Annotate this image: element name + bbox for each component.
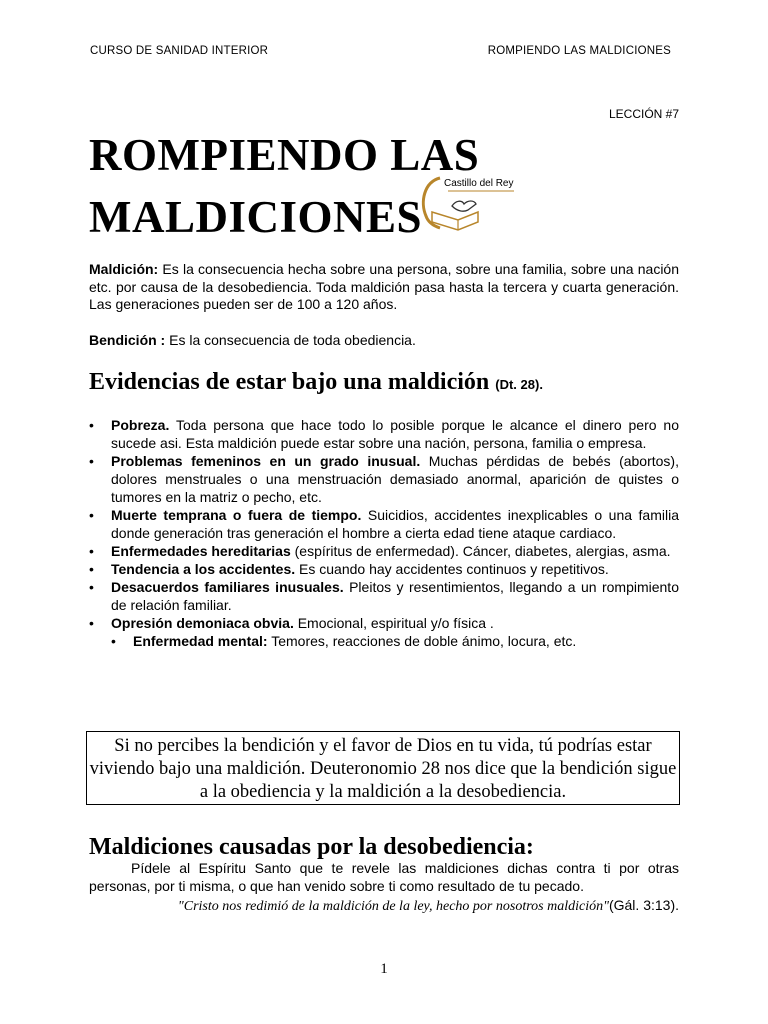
bullet-icon: • <box>89 417 94 433</box>
list-item <box>89 560 679 578</box>
title-line-1: ROMPIENDO LAS <box>89 130 480 180</box>
item-text: Toda persona que hace todo lo posible porque le alcance el dinero pero no sucede asi. Esta maldición puede estar sobre una nación, persona, familia o empresa. <box>111 417 679 451</box>
definition-text: Es la consecuencia de toda obediencia. <box>165 332 416 348</box>
bullet-icon: • <box>89 615 94 631</box>
definition-label: Bendición : <box>89 332 166 348</box>
item-label: Opresión demoniaca obvia. <box>111 615 294 631</box>
page-number: 1 <box>380 961 388 977</box>
logo-text: Castillo del Rey <box>444 178 514 189</box>
castillo-del-rey-logo <box>418 174 518 234</box>
bullet-icon: • <box>111 633 116 649</box>
definition-maldicion <box>89 261 679 314</box>
running-header-right: ROMPIENDO LAS MALDICIONES <box>487 45 671 57</box>
item-text: Muchas pérdidas de bebés (abortos), dolores menstruales o una menstruación demasiado anormal, aparición de quistes o tumores en la matriz o pecho, etc. <box>111 453 679 505</box>
item-text: (espíritus de enfermedad). Cáncer, diabetes, alergias, asma. <box>290 543 671 559</box>
item-text: Suicidios, accidentes inexplicables o una familia donde generación tras generación el hombre a cierta edad tiene ataque cardiaco. <box>111 507 679 541</box>
item-label: Pobreza. <box>111 417 170 433</box>
disobedience-paragraph: Pídele al Espíritu Santo que te revele las maldiciones dichas contra ti por otras personas, por ti misma, o que han venido sobre ti como resultado de tu pecado. <box>89 860 679 894</box>
item-label: Muerte temprana o fuera de tiempo. <box>111 507 362 523</box>
quote-text: "Cristo nos redimió de la maldición de la ley, hecho por nosotros maldición" <box>177 899 609 914</box>
scripture-quote <box>89 897 679 915</box>
lesson-number: LECCIÓN #7 <box>608 107 679 121</box>
disobedience-heading: Maldiciones causadas por la desobediencia: <box>89 834 534 860</box>
item-text: Temores, reacciones de doble ánimo, locura, etc. <box>267 633 577 649</box>
item-label: Desacuerdos familiares inusuales. <box>111 579 344 595</box>
item-label: Enfermedades hereditarias <box>111 543 291 559</box>
bullet-icon: • <box>89 507 94 523</box>
list-item <box>89 416 679 452</box>
list-item <box>89 506 679 542</box>
item-text: Es cuando hay accidentes continuos y repetitivos. <box>295 561 609 577</box>
list-subitem <box>89 632 679 650</box>
evidence-heading-text: Evidencias de estar bajo una maldición <box>89 369 490 395</box>
definition-bendicion <box>89 332 679 350</box>
item-text: Emocional, espiritual y/o física . <box>293 615 494 631</box>
item-label: Tendencia a los accidentes. <box>111 561 296 577</box>
bullet-icon: • <box>89 453 94 469</box>
bullet-icon: • <box>89 579 94 595</box>
list-item <box>89 578 679 614</box>
item-text: Pleitos y resentimientos, llegando a un rompimiento de relación familiar. <box>111 579 679 613</box>
list-item <box>89 614 679 632</box>
running-header-left: CURSO DE SANIDAD INTERIOR <box>90 45 269 57</box>
bullet-icon: • <box>89 561 94 577</box>
item-label: Enfermedad mental: <box>133 633 268 649</box>
item-label: Problemas femeninos en un grado inusual. <box>111 453 421 469</box>
title-line-2: MALDICIONES <box>89 192 423 242</box>
list-item <box>89 542 679 560</box>
evidence-heading <box>89 369 543 396</box>
list-item <box>89 452 679 506</box>
definition-text: Es la consecuencia hecha sobre una persona, sobre una familia, sobre una nación etc. por causa de la desobediencia. Toda maldición pasa hasta la tercera y cuarta generación. Las generaciones pueden ser de 100 a 120 años. <box>89 261 679 312</box>
bullet-icon: • <box>89 543 94 559</box>
evidence-reference: (Dt. 28). <box>495 377 543 392</box>
quote-reference: (Gál. 3:13). <box>608 897 679 913</box>
evidence-list <box>89 416 679 650</box>
definition-label: Maldición: <box>89 261 159 277</box>
callout-box: Si no percibes la bendición y el favor de Dios en tu vida, tú podrías estar viviendo bajo una maldición. Deuteronomio 28 nos dice que la bendición sigue a la obediencia y la maldición a la desobediencia. <box>86 731 680 805</box>
